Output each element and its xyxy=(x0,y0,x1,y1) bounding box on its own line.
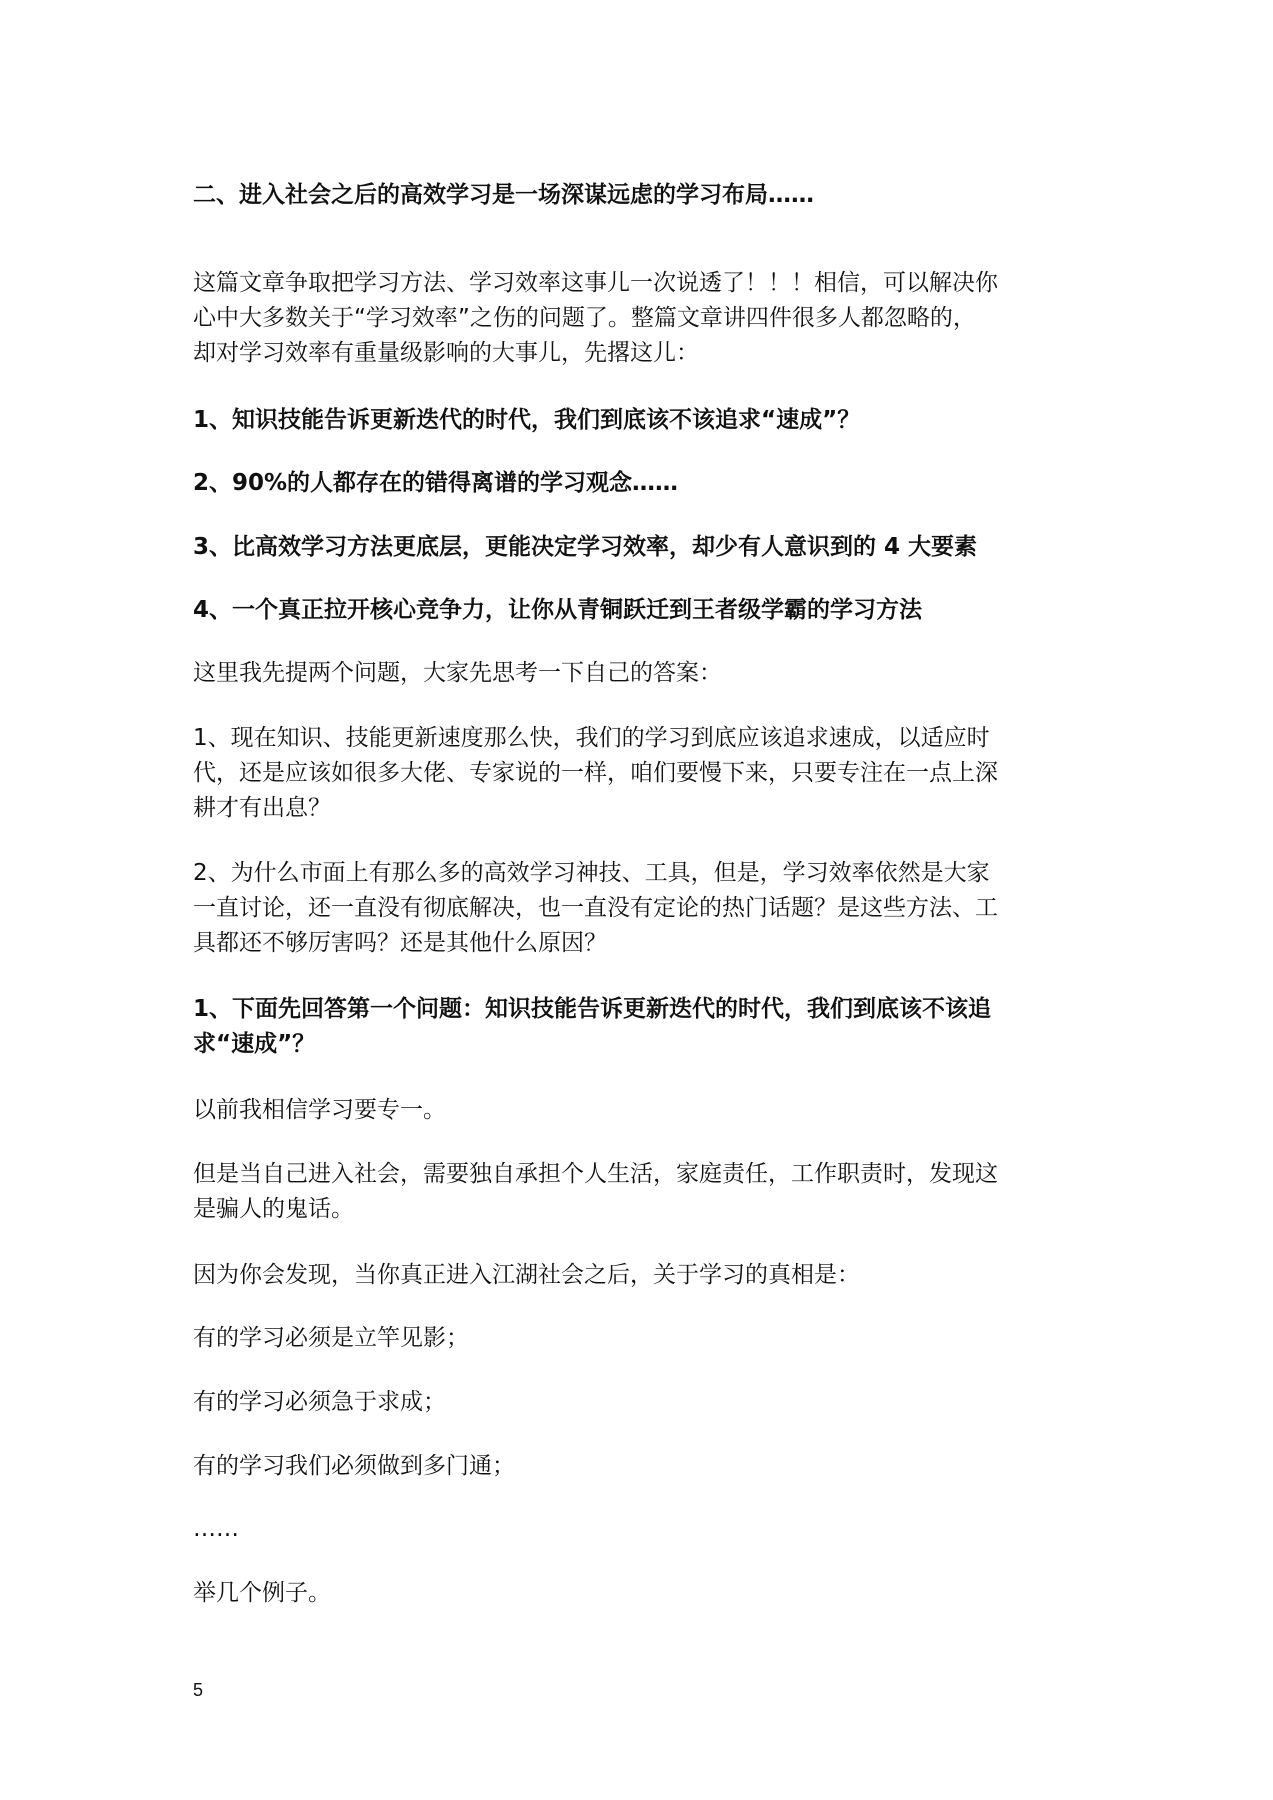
answer-heading: 1、下面先回答第一个问题：知识技能告诉更新迭代的时代，我们到底该不该追 xyxy=(193,996,992,1022)
question-line: 2、为什么市面上有那么多的高效学习神技、工具，但是，学习效率依然是大家 xyxy=(193,860,990,886)
body-paragraph: …… xyxy=(193,1516,239,1542)
body-paragraph: 但是当自己进入社会，需要独自承担个人生活，家庭责任，工作职责时，发现这 xyxy=(193,1161,998,1187)
question-intro: 这里我先提两个问题，大家先思考一下自己的答案： xyxy=(193,660,722,686)
question-line: 具都还不够厉害吗？还是其他什么原因？ xyxy=(193,930,607,956)
body-paragraph: 有的学习我们必须做到多门通； xyxy=(193,1453,515,1479)
intro-line: 这篇文章争取把学习方法、学习效率这事儿一次说透了！！！相信，可以解决你 xyxy=(193,270,998,296)
body-paragraph: 有的学习必须急于求成； xyxy=(193,1389,446,1415)
page-number: 5 xyxy=(193,1680,204,1700)
answer-heading: 求“速成”？ xyxy=(193,1031,316,1057)
question-line: 1、现在知识、技能更新速度那么快，我们的学习到底应该追求速成，以适应时 xyxy=(193,725,990,751)
key-point: 2、90%的人都存在的错得离谱的学习观念…… xyxy=(193,470,679,496)
intro-line: 却对学习效率有重量级影响的大事儿，先撂这儿： xyxy=(193,340,699,366)
key-point: 4、一个真正拉开核心竞争力，让你从青铜跃迁到王者级学霸的学习方法 xyxy=(193,597,923,623)
question-line: 一直讨论，还一直没有彻底解决，也一直没有定论的热门话题？是这些方法、工 xyxy=(193,895,998,921)
body-paragraph: 以前我相信学习要专一。 xyxy=(193,1097,446,1123)
body-paragraph: 因为你会发现，当你真正进入江湖社会之后，关于学习的真相是： xyxy=(193,1262,860,1288)
key-point: 3、比高效学习方法更底层，更能决定学习效率，却少有人意识到的 4 大要素 xyxy=(193,534,978,560)
body-paragraph: 举几个例子。 xyxy=(193,1580,331,1606)
body-paragraph: 有的学习必须是立竿见影； xyxy=(193,1325,469,1351)
intro-line: 心中大多数关于“学习效率”之伤的问题了。整篇文章讲四件很多人都忽略的， xyxy=(193,305,976,331)
section-heading: 二、进入社会之后的高效学习是一场深谋远虑的学习布局…… xyxy=(193,182,814,208)
question-line: 代，还是应该如很多大佬、专家说的一样，咱们要慢下来，只要专注在一点上深 xyxy=(193,760,998,786)
body-paragraph: 是骗人的鬼话。 xyxy=(193,1196,354,1222)
key-point: 1、知识技能告诉更新迭代的时代，我们到底该不该追求“速成”？ xyxy=(193,407,861,433)
question-line: 耕才有出息？ xyxy=(193,795,331,821)
